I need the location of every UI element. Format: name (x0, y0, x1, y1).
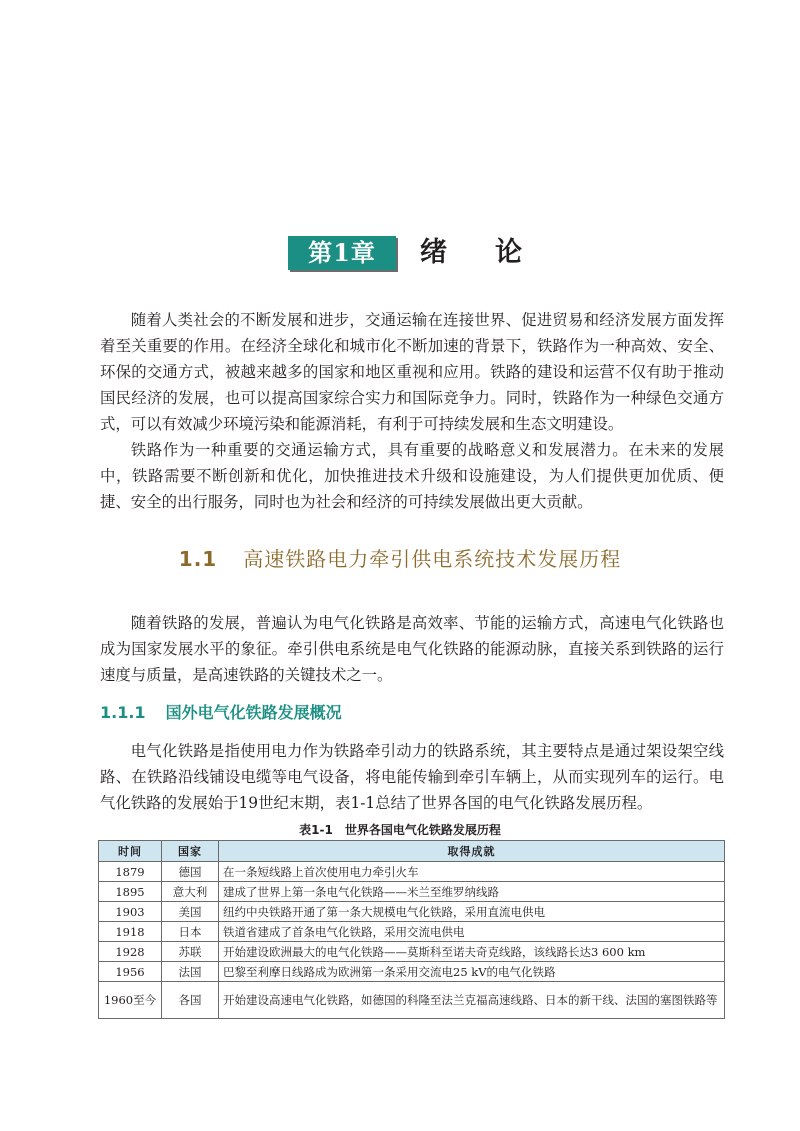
cell-achievement: 开始建设高速电气化铁路，如德国的科隆至法兰克福高速线路、日本的新干线、法国的塞图铁路等 (219, 982, 725, 1019)
section-paragraph: 随着铁路的发展，普遍认为电气化铁路是高效率、节能的运输方式，高速电气化铁路也成为国家发展水平的象征。牵引供电系统是电气化铁路的能源动脉，直接关系到铁路的运行速度与质量，是高速铁路的关键技术之一。 (100, 614, 724, 684)
cell-country: 日本 (162, 922, 219, 942)
subsection-number: 1.1.1 (100, 703, 146, 722)
cell-achievement: 纽约中央铁路开通了第一条大规模电气化铁路，采用直流电供电 (219, 902, 725, 922)
section-title: 高速铁路电力牵引供电系统技术发展历程 (243, 547, 622, 571)
cell-time: 1903 (99, 902, 162, 922)
table-row (99, 862, 725, 882)
cell-country: 苏联 (162, 942, 219, 962)
header-time: 时间 (99, 841, 162, 862)
subsection-heading (100, 700, 342, 723)
cell-achievement: 开始建设欧洲最大的电气化铁路——莫斯科至诺夫奇克线路，该线路长达3 600 km (219, 942, 725, 962)
cell-time: 1918 (99, 922, 162, 942)
cell-achievement: 建成了世界上第一条电气化铁路——米兰至维罗纳线路 (219, 882, 725, 902)
header-achievement: 取得成就 (219, 841, 725, 862)
table-caption (0, 821, 800, 838)
cell-country: 法国 (162, 962, 219, 982)
chapter-number-badge: 第1章 (288, 236, 396, 270)
intro-paragraph-2: 铁路作为一种重要的交通运输方式，具有重要的战略意义和发展潜力。在未来的发展中，铁路需要不断创新和优化，加快推进技术升级和设施建设，为人们提供更加优质、便捷、安全的出行服务，同时也为社会和经济的可持续发展做出更大贡献。 (100, 441, 724, 511)
table-number: 表1-1 (299, 823, 333, 837)
table-row (99, 942, 725, 962)
cell-country: 意大利 (162, 882, 219, 902)
cell-time: 1960至今 (99, 982, 162, 1019)
cell-country: 美国 (162, 902, 219, 922)
cell-achievement: 巴黎至利摩日线路成为欧洲第一条采用交流电25 kV的电气化铁路 (219, 962, 725, 982)
table-header-row (99, 841, 725, 862)
chapter-title: 绪论 (420, 237, 570, 268)
table-row (99, 902, 725, 922)
table-row (99, 982, 725, 1019)
cell-country: 德国 (162, 862, 219, 882)
header-country: 国家 (162, 841, 219, 862)
subsection-paragraph: 电气化铁路是指使用电力作为铁路牵引动力的铁路系统，其主要特点是通过架设架空线路、在铁路沿线铺设电缆等电气设备，将电能传输到牵引车辆上，从而实现列车的运行。电气化铁路的发展始于19世纪末期，表1-1总结了世界各国的电气化铁路发展历程。 (100, 742, 724, 812)
table-row (99, 882, 725, 902)
section-number: 1.1 (178, 547, 218, 571)
table-row (99, 922, 725, 942)
cell-time: 1956 (99, 962, 162, 982)
cell-time: 1879 (99, 862, 162, 882)
cell-achievement: 在一条短线路上首次使用电力牵引火车 (219, 862, 725, 882)
cell-achievement: 铁道省建成了首条电气化铁路，采用交流电供电 (219, 922, 725, 942)
cell-time: 1895 (99, 882, 162, 902)
history-table (98, 840, 725, 1019)
intro-paragraph-1: 随着人类社会的不断发展和进步，交通运输在连接世界、促进贸易和经济发展方面发挥着至关重要的作用。在经济全球化和城市化不断加速的背景下，铁路作为一种高效、安全、环保的交通方式，被越来越多的国家和地区重视和应用。铁路的建设和运营不仅有助于推动国民经济的发展，也可以提高国家综合实力和国际竞争力。同时，铁路作为一种绿色交通方式，可以有效减少环境污染和能源消耗，有利于可持续发展和生态文明建设。 (100, 311, 724, 433)
cell-time: 1928 (99, 942, 162, 962)
chapter-heading (0, 236, 800, 272)
section-heading (0, 543, 800, 572)
cell-country: 各国 (162, 982, 219, 1019)
subsection-title: 国外电气化铁路发展概况 (165, 703, 342, 722)
table-title: 世界各国电气化铁路发展历程 (344, 823, 501, 837)
table-row (99, 962, 725, 982)
